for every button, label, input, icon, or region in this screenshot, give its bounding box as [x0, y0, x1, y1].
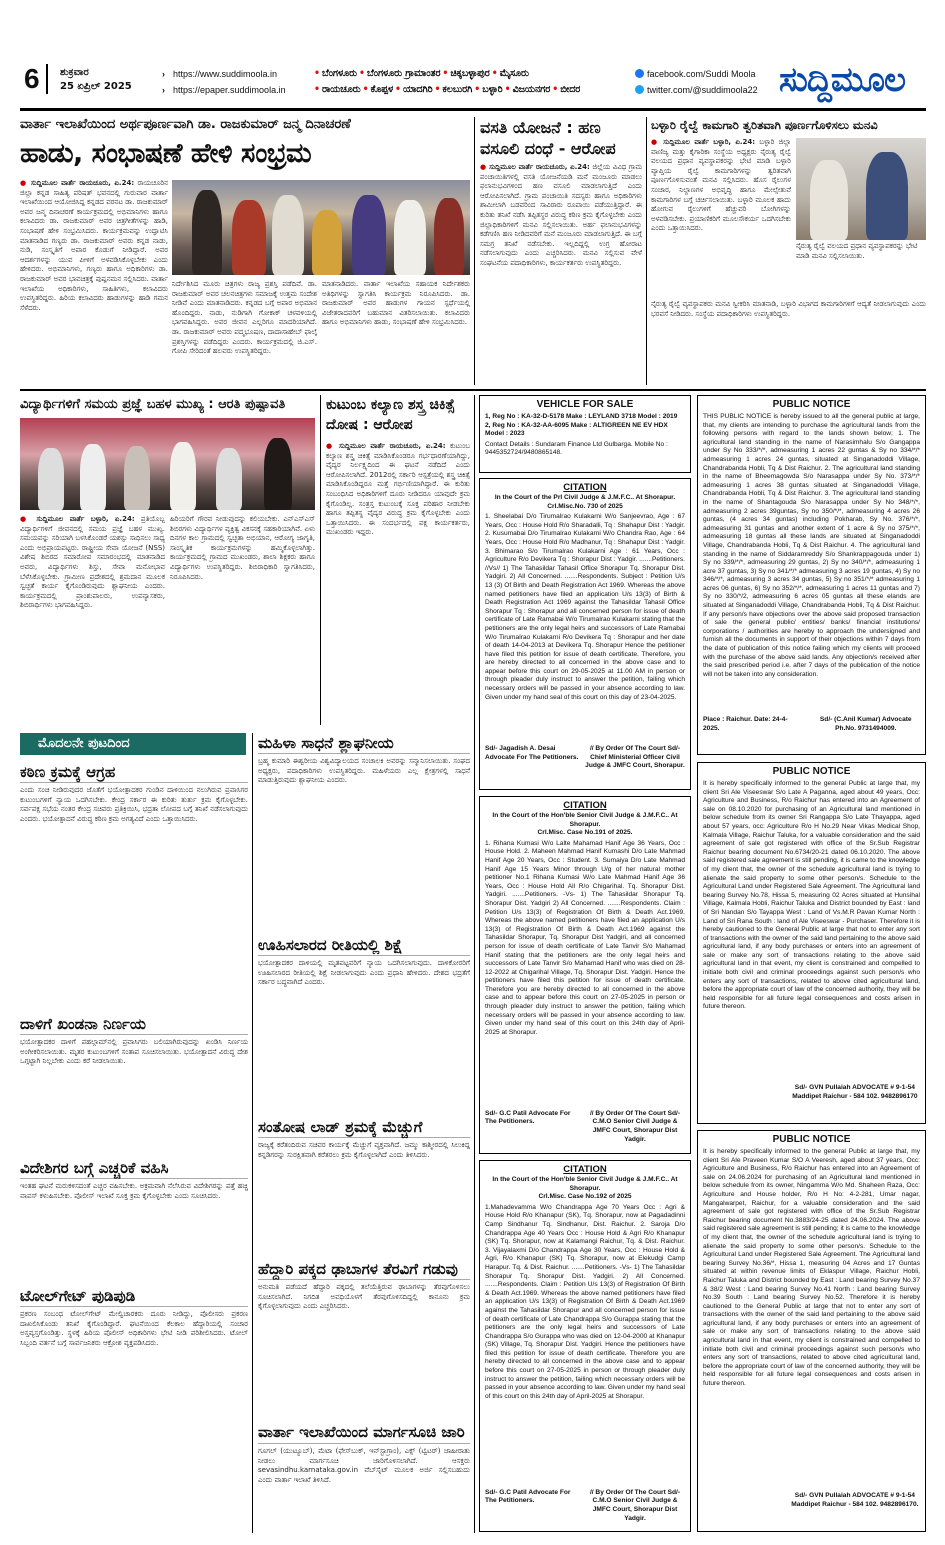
public-notice-2: PUBLIC NOTICE It is hereby specifically informed to the general Public at large that, my client Sri Ale Viseeswar S/o Late A Paganna, aged about 49 years, Occ: Agriculture and Business, R/o Raichur has entered into an Agreement of sale on 08.10.2020 for purchasing of an Agricultural land mentioned in below schedule from its owner Sri Rangappa S/o Late Thayappa, aged about 57 years, occ: Agriculture R/o H No.29 Near Vikas Medical Shop, Kalmala Village, Raichur Taluka, for a valuable consideration and the said agreement of sale got registered with office of the Sr.Sub Registrar Raichur bearing document No.6734/20-21 dated 06.10.2020. The above said registered sale agreement is still pending, it is came to the knowledge of my client that, the owner of the schedule agricultural land is trying to alienate the said property to some other person/s. Schedule to the Agricultural Land under Registered Sale Agreement. The Agricultural land bearing Survey No.78, Hissa 5, measuring 02 Acres situated at Hunsihal Village, Kalmala Hobli, Raichur Taluka and District bounded by East : land of Sri Nandan S/o Tayappa West : Land of Vs.M.R Pavan Kumar North : Land of Sri Rana South : land of Ale Viseeswar - Purchaser. Therefore it is hereby cautioned to the General Public at large that not to enter any sort of transactions with the owner of the said land pertaining to the above said agricultural land, if any body purchases or enters into an agreement of sale or make any sort of transactions relating to the above said agricultural land in that event, my client is constrained and compelled to initiate both civil and criminal proceedings against such person/s who enters any sort of transactions, related to above cited agricultural land, before the appropriate court of law of the concerned authority, they will be held responsible for all future legal consequences and costs arisen in future thereon. Sd/- GVN Pullaiah ADVOCATE # 9-1-54 Maddipet Raichur - 584 102. 9482896170: [697, 762, 926, 1124]
arrow-icon: ›: [162, 85, 165, 95]
story-students-body: ● ಸುದ್ದಿಮೂಲ ವಾರ್ತೆ ಬಳ್ಳಾರಿ, ಏ.24: ಪ್ರತಿಯೊಬ್ಬ ವಿದ್ಯಾರ್ಥಿಗಳಿಗೆ ಜೀವನದಲ್ಲಿ ಸಮಯ ಪ್ರಜ್ಞೆ ಬಹಳ ಮುಖ್ಯ. ಸಮಯವನ್ನು ಸರಿಯಾಗಿ ಬಳಸಿಕೊಂಡರೆ ಯಶಸ್ಸು ಸಾಧಿಸಲು ಸಾಧ್ಯ ಎಂದು ಅಭಿಪ್ರಾಯಪಟ್ಟರು. ರಾಷ್ಟ್ರೀಯ ಸೇವಾ ಯೋಜನೆ (NSS) ವಿಶೇಷ ಶಿಬಿರದ ಸಮಾರೋಪ ಸಮಾರಂಭದಲ್ಲಿ ಮಾತನಾಡಿದ ಅವರು, ವಿದ್ಯಾರ್ಥಿಗಳು ಶಿಸ್ತು, ಸೇವಾ ಮನೋಭಾವ ಬೆಳೆಸಿಕೊಳ್ಳಬೇಕು. ಗ್ರಾಮೀಣ ಪ್ರದೇಶದಲ್ಲಿ ಶ್ರಮದಾನ ಮೂಲಕ ಸ್ವಚ್ಛತೆ ಕಾರ್ಯ ಕೈಗೊಂಡಿರುವುದು ಶ್ಲಾಘನೀಯ ಎಂದರು. ಕಾರ್ಯಕ್ರಮದಲ್ಲಿ ಪ್ರಾಂಶುಪಾಲರು, ಉಪನ್ಯಾಸಕರು, ಶಿಬಿರಾರ್ಥಿಗಳು ಭಾಗವಹಿಸಿದ್ದರು.: [20, 515, 165, 725]
story-dateline: ● ಸುದ್ದಿಮೂಲ ವಾರ್ತೆ ರಾಯಚೂರು, ಏ.24:: [480, 163, 590, 171]
mid-story: [258, 1421, 470, 1545]
story-body: ● ಸುದ್ದಿಮೂಲ ವಾರ್ತೆ ರಾಯಚೂರು, ಏ.24: ರಾಯಚೂರಿನ ಜಿಲ್ಲಾ ಕನ್ನಡ ಸಾಹಿತ್ಯ ಪರಿಷತ್ ಭವನದಲ್ಲಿ ಗುರುವಾರ ವಾರ್ತಾ ಇಲಾಖೆಯಿಂದ ಆಯೋಜಿಸಿದ್ದ ಕನ್ನಡದ ವರನಟ ಡಾ. ರಾಜಕುಮಾರ್ ಅವರ ಜನ್ಮ ದಿನಾಚರಣೆ ಕಾರ್ಯಕ್ರಮದಲ್ಲಿ ಅಭಿಮಾನಿಗಳು ಹಾಗೂ ಕಲಾವಿದರು ಡಾ. ರಾಜಕುಮಾರ್ ಅವರ ಚಿತ್ರಗೀತೆಗಳನ್ನು ಹಾಡಿ, ಸಂಭಾಷಣೆ ಹೇಳಿ ಸಂಭ್ರಮಿಸಿದರು. ಕಾರ್ಯಕ್ರಮವನ್ನು ಉದ್ಘಾಟಿಸಿ ಮಾತನಾಡಿದ ಗಣ್ಯರು ಡಾ. ರಾಜಕುಮಾರ್ ಅವರು ಕನ್ನಡ ನಾಡು, ನುಡಿ, ಸಂಸ್ಕೃತಿಗೆ ಅಪಾರ ಕೊಡುಗೆ ನೀಡಿದ್ದಾರೆ. ಅವರ ಆದರ್ಶಗಳನ್ನು ಯುವ ಪೀಳಿಗೆ ಅಳವಡಿಸಿಕೊಳ್ಳಬೇಕು ಎಂದು ಹೇಳಿದರು. ಅಭಿಮಾನಿಗಳು, ಗಣ್ಯರು ಹಾಗೂ ಅಧಿಕಾರಿಗಳು ಡಾ. ರಾಜಕುಮಾರ್ ಅವರ ಭಾವಚಿತ್ರಕ್ಕೆ ಪುಷ್ಪನಮನ ಸಲ್ಲಿಸಿದರು. ವಾರ್ತಾ ಇಲಾಖೆಯ ಅಧಿಕಾರಿಗಳು, ಸಾಹಿತಿಗಳು, ಕಲಾವಿದರು ಉಪಸ್ಥಿತರಿದ್ದರು. ಹಿರಿಯ ಕಲಾವಿದರು ಹಾಡುಗಳನ್ನು ಹಾಡಿ ಗಮನ ಸೆಳೆದರು.: [20, 179, 168, 375]
bullet-icon: •: [359, 68, 366, 79]
story-headline: ಹಾಡು, ಸಂಭಾಷಣೆ ಹೇಳಿ ಸಂಭ್ರಮ: [20, 138, 312, 169]
page-number: 6: [24, 64, 48, 94]
city-link[interactable]: ಯಾದಗಿರಿ: [403, 84, 433, 95]
continued-text: ಇಂತಹ ಘಟನೆ ಮರುಕಳಿಸದಂತೆ ಎಚ್ಚರ ವಹಿಸಬೇಕು. ಅಕ್ರಮವಾಗಿ ನೆಲೆಸಿರುವ ವಿದೇಶಿಗರನ್ನು ಪತ್ತೆ ಹಚ್ಚಿ ವಾಪಸ್ ಕಳುಹಿಸಬೇಕು. ಪೊಲೀಸ್ ಇಲಾಖೆ ಸೂಕ್ತ ಕ್ರಮ ಕೈಗೊಳ್ಳಬೇಕು ಎಂದು ಸೂಚಿಸಿದರು.: [20, 1182, 248, 1200]
continued-column: [20, 762, 248, 1537]
header-rule: [20, 108, 926, 111]
city-link[interactable]: ಕಲಬುರಗಿ: [442, 84, 473, 95]
city-link[interactable]: ಬಳ್ಳಾರಿ: [482, 84, 503, 95]
city-link[interactable]: ಮೈಸೂರು: [499, 68, 529, 79]
mid-story-text: ಬ್ರಹ್ಮ ಕುಮಾರಿ ಈಶ್ವರೀಯ ವಿಶ್ವವಿದ್ಯಾಲಯದ ಸಂಚಾಲಕಿ ಅವರನ್ನು ಸನ್ಮಾನಿಸಲಾಯಿತು. ಸಂಘದ ಅಧ್ಯಕ್ಷರು, ಪದಾಧಿಕಾರಿಗಳು ಉಪಸ್ಥಿತರಿದ್ದರು. ಮಹಿಳೆಯರು ಎಲ್ಲ ಕ್ಷೇತ್ರಗಳಲ್ಲಿ ಸಾಧನೆ ಮಾಡುತ್ತಿರುವುದು ಶ್ಲಾಘನೀಯ ಎಂದರು.: [258, 757, 470, 785]
continued-item: [20, 1014, 248, 1150]
citation-notice-1: CITATION In the Court of the Prl Civil Judge & J.M.F.C.. At Shorapur. Crl.Misc.No. 730 of 2025 1. Sheelabai D/o Tirumalrao Kulakarni W/o Sanjeevrao, Age : 67 Years, Occ : House Hold R/o Sharadalli, Tq : Shahapur Dist : Yadgir. 2. Kusumabai D/o Tirumalrao Kulakarni W/o Chandra Rao, Age : 64 Years, Occ : House Hold R/o Madhanur, Tq : Shahapur Dist : Yadgir. 3. Bhimarao S/o Tirumalrao Kulakarni Age : 61 Years, Occ : Agriculture R/o Devikera Tq : Shorapur Dist : Yadgir. .......Petitioners. //Vs// 1) The Tahasildar Tahasil Office Shorapur Tq. Shorapur Dist. Yadgiri. 2) All Concerned. .......Respondents. Subject : Petition U/s 13 (3) Of Birth and Death Registration Act 1969. Whereas the above named petitioners have filed an application U/s 13(3) of Birth & Death Registration Act 1969 against the Tahasildar Tahasil Office Shorapur Tq : Shorapur and all concerned person for issue of death certificate of Late Ramabai W/o Tirumalrao Kulakarni stating that the petitioners are the only legal heirs and successors of Late Ramabai W/o Tirumalrao Kulakarni R/o Devikera Tq : Shorapur and her date of death 14-04-2013 at Devikera Tq. Shorapur Hence the petitioner have filed this petition for issue of death certificate. Therefore, you are hereby directed to all concerned in the above case and to appear before this court on 29-05-2025 at 11.00 AM in person or through pleader duly instruct to answer the petition, failing which necessary orders will be passed in your absence according to law. Given under my hand seal of this court on this day of 23-04-2025. Sd/- Jagadish A. Desai Advocate For The Petitioners. // By Order Of The Court Sd/- Chief Ministerial Officer Civil Judge & JMFC Court, Shorapur.: [479, 478, 691, 790]
continued-item: [20, 1286, 248, 1530]
social-links: [635, 66, 758, 98]
city-link[interactable]: ಬೀದರ: [560, 84, 581, 95]
mid-story-title: ಹೆದ್ದಾರಿ ಪಕ್ಕದ ಢಾಬಾಗಳ ತೆರವಿಗೆ ಗಡುವು: [258, 1259, 470, 1280]
story-railway-headline: ಬಳ್ಳಾರಿ ರೈಲ್ವೆ ಕಾಮಗಾರಿ ತ್ವರಿತವಾಗಿ ಪೂರ್ಣಗೊಳಿಸಲು ಮನವಿ: [651, 118, 878, 132]
continued-item: [20, 762, 248, 1006]
cities-row-1: [312, 66, 580, 82]
cities-nav: [312, 66, 580, 98]
mid-story-text: ರಾಜ್ಯಕ್ಕೆ ಕರೆತಂದಿರುವ ಸಚಿವರ ಕಾರ್ಯಕ್ಕೆ ಮೆಚ್ಚುಗೆ ವ್ಯಕ್ತವಾಗಿದೆ. ಜಮ್ಮು ಕಾಶ್ಮೀರದಲ್ಲಿ ಸಿಲುಕಿದ್ದ ಕನ್ನಡಿಗರನ್ನು ಸುರಕ್ಷಿತವಾಗಿ ಕರೆತರಲು ಕ್ರಮ ಕೈಗೊಳ್ಳಲಾಗಿದೆ ಎಂದು ತಿಳಿಸಿದರು.: [258, 1141, 470, 1159]
notice-title: PUBLIC NOTICE: [772, 399, 851, 410]
continued-text: ಭಯೋತ್ಪಾದಕರ ದಾಳಿಗೆ ಪಹಲ್ಗಾಮ್‌ನಲ್ಲಿ ಪ್ರವಾಸಿಗರು ಬಲಿಯಾಗಿರುವುದನ್ನು ಖಂಡಿಸಿ ನಿರ್ಣಯ ಅಂಗೀಕರಿಸಲಾಯಿತು. ಮೃತರ ಕುಟುಂಬಗಳಿಗೆ ಸಂತಾಪ ಸೂಚಿಸಲಾಯಿತು. ಭಯೋತ್ಪಾದನೆ ವಿರುದ್ಧ ದೇಶ ಒಗ್ಗಟ್ಟಾಗಿ ನಿಲ್ಲಬೇಕು ಎಂದು ಕರೆ ನೀಡಲಾಯಿತು.: [20, 1038, 248, 1066]
city-link[interactable]: ಚಿಕ್ಕಬಳ್ಳಾಪುರ: [450, 68, 490, 79]
bullet-icon: •: [395, 84, 402, 95]
story-kicker: ವಾರ್ತಾ ಇಲಾಖೆಯಿಂದ ಅರ್ಥಪೂರ್ಣವಾಗಿ ಡಾ. ರಾಜಕುಮಾರ್ ಜನ್ಮ ದಿನಾಚರಣೆ: [20, 117, 351, 132]
mid-story-title: ಊಹಿಸಲಾರದ ರೀತಿಯಲ್ಲಿ ಶಿಕ್ಷೆ: [258, 935, 470, 956]
mid-story-title: ಸಂತೋಷ ಲಾಡ್ ಶ್ರಮಕ್ಕೆ ಮೆಚ್ಚುಗೆ: [258, 1117, 470, 1138]
story-rajkumar: [20, 117, 470, 171]
page-header: [0, 0, 945, 112]
story-body-col3: ಮಾತನಾಡಿದರು. ವಾರ್ತಾ ಇಲಾಖೆಯ ಸಹಾಯಕ ನಿರ್ದೇಶಕರು ಅತಿಥಿಗಳನ್ನು ಸ್ವಾಗತಿಸಿ ಕಾರ್ಯಕ್ರಮ ನಿರೂಪಿಸಿದರು. ಡಾ. ರಾಜಕುಮಾರ್ ಅವರ ಹಾಡುಗಳ ಗಾಯನ ಸ್ಪರ್ಧೆಯಲ್ಲಿ ವಿಜೇತರಾದವರಿಗೆ ಬಹುಮಾನ ವಿತರಿಸಲಾಯಿತು. ಕಲಾವಿದರು ಹಾಗೂ ಅಭಿಮಾನಿಗಳು ಹಾಡು, ಸಂಭಾಷಣೆ ಹೇಳಿ ಸಂಭ್ರಮಿಸಿದರು.: [322, 280, 470, 327]
bullet-icon: •: [442, 68, 449, 79]
continued-list: [20, 762, 248, 1530]
story-housing-body: ● ಸುದ್ದಿಮೂಲ ವಾರ್ತೆ ರಾಯಚೂರು, ಏ.24: ಜಿಲ್ಲೆಯ ವಿವಿಧ ಗ್ರಾಮ ಪಂಚಾಯಿತಿಗಳಲ್ಲಿ ವಸತಿ ಯೋಜನೆಯಡಿ ಮನೆ ಮಂಜೂರು ಮಾಡಲು ಫಲಾನುಭವಿಗಳಿಂದ ಹಣ ವಸೂಲಿ ಮಾಡಲಾಗುತ್ತಿದೆ ಎಂದು ಆರೋಪಿಸಲಾಗಿದೆ. ಗ್ರಾಮ ಪಂಚಾಯಿತಿ ಸದಸ್ಯರು ಹಾಗೂ ಅಧಿಕಾರಿಗಳು ಶಾಮೀಲಾಗಿ ಬಡವರಿಂದ ಸಾವಿರಾರು ರೂಪಾಯಿ ಪಡೆಯುತ್ತಿದ್ದಾರೆ. ಈ ಕುರಿತು ತನಿಖೆ ನಡೆಸಿ ತಪ್ಪಿತಸ್ಥರ ವಿರುದ್ಧ ಕಠಿಣ ಕ್ರಮ ಕೈಗೊಳ್ಳಬೇಕು ಎಂದು ಜಿಲ್ಲಾಧಿಕಾರಿಗಳಿಗೆ ಮನವಿ ಸಲ್ಲಿಸಲಾಯಿತು. ಅರ್ಹ ಫಲಾನುಭವಿಗಳನ್ನು ಕಡೆಗಣಿಸಿ ಹಣ ನೀಡಿದವರಿಗೆ ಮನೆ ಮಂಜೂರು ಮಾಡಲಾಗುತ್ತಿದೆ. ಈ ಬಗ್ಗೆ ಸಮಗ್ರ ತನಿಖೆ ನಡೆಸಬೇಕು. ಇಲ್ಲದಿದ್ದಲ್ಲಿ ಉಗ್ರ ಹೋರಾಟ ನಡೆಸಲಾಗುವುದು ಎಂದು ಎಚ್ಚರಿಸಿದರು. ಮನವಿ ಸಲ್ಲಿಸುವ ವೇಳೆ ಸಂಘಟನೆಯ ಪದಾಧಿಕಾರಿಗಳು, ಕಾರ್ಯಕರ್ತರು ಉಪಸ್ಥಿತರಿದ್ದರು.: [480, 163, 642, 383]
railway-caption: ನೈರುತ್ಯ ರೈಲ್ವೆ ವಲಯದ ಪ್ರಧಾನ ವ್ಯವಸ್ಥಾಪಕರನ್ನು ಭೇಟಿ ಮಾಡಿ ಮನವಿ ಸಲ್ಲಿಸಲಾಯಿತು.: [796, 242, 918, 260]
city-link[interactable]: ರಾಯಚೂರು: [322, 84, 361, 95]
public-notice-1: PUBLIC NOTICE THIS PUBLIC NOTICE is hereby issued to all the general public at large, that, my clients are intending to purchase the agricultural lands from the following persons with regard to the lands shown below; 1. The agricultural land standing in the name of Narasimhalu S/o Gangappa under Sy No 333/*/*, admeasuring 1 acres 22 guntas & Sy no 334/*/* admeasuring 1 acres 24 guntas, situated at Singanadoddi Village, Chandrabanda Hobli, Tq & Dist Raichur. 2. The agricultural land standing in the name of Bheemagowda S/o Narasappa under Sy No. 373/*/* admeasuring 1 acres 38 guntas situated at Singanadoddi Village, Chandrabanda Hobli, Tq & Dist Raichur. 3. The agricultural land standing in the name of Shantagouda S/o Narasappa under Sy No 348/*/*, admeasuring 2 acres 39guntas, Sy no 350/*/*, admeasuring 4 acres 26 guntas, (4 acres 34 guntas) including Pokharab, Sy No. 376/*/*, admeasuring 31 guntas and another extent of 1 acre & Sy no 375/*/*, admeasuring 18 guntas all these lands are situated at Singanadoddi Village, Chandrabanda Hobli, Tq & Dist Raichur. 4. The agricultural land standing in the name of Siddaramreddy S/o Shankrappagouda under 1) Sy no 339/*/*, admeasuring 29 guntas, 2) Sy no 340/*/*, admeasuring 1 acre 37 guntas, 3) Sy no 341/*/* admeasuring 3 acres 19 guntas, 4) Sy no 346/*/*, admeasuring 3 acres 34 guntas, 5) Sy no 351/*/* admeasuring 1 acres 06 guntas, 6) Sy no 352/*/*, admeasuring 1 acres 11 guntas and 7) Sy no 330/*/2, admeasuring 6 acres 05 guntas all these elands are situated at Singanadoddi Village, Chandrabanda Hobli, Tq & Dist Raichur. If any person/s have objections over the above said proposed transaction of sale the general public/ entities/ banks/ financial institutions/ corporations / authorities are hereby to approach the undersigned and furnish all the documents in support of their objections within 7 days from the date of publication of this notice failing which my clients will proceed with the purchase of the above said lands. Any objection/s received after the said prescribed period i.e. after 7 days of the publication of the notice will not be taken into any consideration. Place : Raichur. Date: 24-4-2025. Sd/- (C.Anil Kumar) Advocate Ph.No. 9731494009.: [697, 395, 926, 755]
website-link[interactable]: › https://www.suddimoola.in: [162, 66, 286, 82]
cities-row-2: [312, 82, 580, 98]
bullet-icon: •: [552, 84, 559, 95]
bullet-icon: •: [504, 84, 511, 95]
column-rule: [252, 733, 253, 1533]
city-link[interactable]: ಬೆಂಗಳೂರು: [322, 68, 358, 79]
bullet-icon: •: [491, 68, 498, 79]
notice-title: CITATION: [563, 800, 607, 811]
column-rule: [474, 117, 475, 385]
citation-notice-2: CITATION In the Court of the Hon'ble Senior Civil Judge & J.M.F.C.. At Shorapur. Crl.Misc. Case No.191 of 2025. 1. Rihana Kumasi W/o Lalte Mahamad Hanif Age 36 Years, Occ : House Hold. 2. Maheen Mahmad Hanif Kumashi D/o Late Mahmad Hanif Age 20 Years, Occ : Student. 3. Sumaiya D/o Late Mahmad Hanif Age 15 Years Minor through U/g of her natural mother petitioner No.1 Rihana Kumasi W/o Late Mahmad Hanif Age 36 Years, Occ : House Hold All R/o Chigarihal. Tq. Shorapur Dist. Yadgiri. .......Petitioners. -Vs- 1) The Tahasildar Shorapur Tq. Shorapur Dist. Yadgiri 2) All Concerned. .......Respondents. Claim : Petition U/s 13(3) of Registration Of Birth & Death Act.1969. Whereas the above named petitioners have filed an application U/s 13(3) of Registration Of Birth & Death Act.1969 against the Tahasildar Shorapur, Tq. Shorapur Dist Yadgiri, and all concerned person for issue of death certificate of Late Tanvir S/o Mahamad Hanif stating that the petitioners are the only legal heirs and successors of Late Tanvir S/o Mahamad Hanif who was died on 28-12-2022 at Chigarihal Village, Tq. Shorapur Dist. Yadgiri. Hence the petitioners have filed this petition for issue of death certificate. Therefore you are hereby directed to all concerned in the above case and to appear before this court on 27-05-2025 in person or through pleader duly instruct to answer the petition, failing which necessary orders will be passed in your absence according to law. Given under my hand seal of this court on this 24th day of April-2025 at Shorapur. Sd/- G.C Patil Advocate For The Petitioners. // By Order Of The Court Sd/- C.M.O Senior Civil Judge & JMFC Court, Shorapur Dist Yadgir.: [479, 796, 691, 1154]
epaper-link[interactable]: › https://epaper.suddimoola.in: [162, 82, 286, 98]
notice-title: PUBLIC NOTICE: [772, 1134, 851, 1145]
story-dateline: ● ಸುದ್ದಿಮೂಲ ವಾರ್ತೆ ಬಳ್ಳಾರಿ, ಏ.24:: [651, 138, 755, 146]
column-rule: [320, 395, 321, 725]
mid-story-text: ಭಯೋತ್ಪಾದಕರ ದಾಳಿಯಲ್ಲಿ ಮೃತಪಟ್ಟವರಿಗೆ ನ್ಯಾಯ ಒದಗಿಸಲಾಗುವುದು. ದಾಳಿಕೋರರಿಗೆ ಊಹಿಸಲಾರದ ರೀತಿಯಲ್ಲಿ ಶಿಕ್ಷೆ ನೀಡಲಾಗುವುದು ಎಂದು ಪ್ರಧಾನಿ ಹೇಳಿದರು. ದೇಶದ ಭದ್ರತೆಗೆ ಸರ್ಕಾರ ಬದ್ಧವಾಗಿದೆ ಎಂದರು.: [258, 959, 470, 987]
mid-story: [258, 733, 470, 927]
continued-text: ಪ್ರಕರಣ ಸಂಬಂಧ ಟೋಲ್‌ಗೇಟ್ ಮೇಲ್ವಿಚಾರಕರು ದೂರು ನೀಡಿದ್ದು, ಪೊಲೀಸರು ಪ್ರಕರಣ ದಾಖಲಿಸಿಕೊಂಡು ತನಿಖೆ ಕೈಗೊಂಡಿದ್ದಾರೆ. ಘಟನೆಯಿಂದ ಕೆಲಕಾಲ ಹೆದ್ದಾರಿಯಲ್ಲಿ ಸಂಚಾರ ಅಸ್ತವ್ಯಸ್ತಗೊಂಡಿತ್ತು. ಸ್ಥಳಕ್ಕೆ ಹಿರಿಯ ಪೊಲೀಸ್ ಅಧಿಕಾರಿಗಳು ಭೇಟಿ ನೀಡಿ ಪರಿಶೀಲಿಸಿದರು. ಟೋಲ್ ಸಿಬ್ಬಂದಿ ವರ್ತನೆ ಬಗ್ಗೆ ಸಾರ್ವಜನಿಕರು ಆಕ್ರೋಶ ವ್ಯಕ್ತಪಡಿಸಿದರು.: [20, 1310, 248, 1347]
continued-title: ದಾಳಿಗೆ ಖಂಡನಾ ನಿರ್ಣಯ: [20, 1014, 248, 1035]
column-rule: [646, 117, 647, 385]
story-dateline: ● ಸುದ್ದಿಮೂಲ ವಾರ್ತೆ ಬಳ್ಳಾರಿ, ಏ.24:: [20, 515, 135, 523]
mid-story-text: ಅನುಮತಿ ಪಡೆಯದೆ ಹೆದ್ದಾರಿ ಪಕ್ಕದಲ್ಲಿ ತಲೆಯೆತ್ತಿರುವ ಢಾಬಾಗಳನ್ನು ತೆರವುಗೊಳಿಸಲು ಸೂಚಿಸಲಾಗಿದೆ. ನಿಗದಿತ ಅವಧಿಯೊಳಗೆ ತೆರವುಗೊಳಿಸದಿದ್ದಲ್ಲಿ ಕಾನೂನು ಕ್ರಮ ಕೈಗೊಳ್ಳಲಾಗುವುದು ಎಂದು ಎಚ್ಚರಿಸಿದರು.: [258, 1283, 470, 1311]
story-dateline: ● ಸುದ್ದಿಮೂಲ ವಾರ್ತೆ ರಾಯಚೂರು, ಏ.24:: [20, 179, 134, 187]
continued-item: [20, 1158, 248, 1278]
twitter-icon: [635, 85, 644, 94]
story-body-col2: ನಿರ್ದೇಶಿಸಿದ ಮೂರು ಚಿತ್ರಗಳು ರಾಜ್ಯ ಪ್ರಶಸ್ತಿ ಪಡೆದಿವೆ. ಡಾ. ರಾಜಕುಮಾರ್ ಅವರ ಚಲನಚಿತ್ರಗಳು ಸಮಾಜಕ್ಕೆ ಉತ್ತಮ ಸಂದೇಶ ನೀಡಿವೆ ಎಂದು ಮಾತನಾಡಿದರು. ಕನ್ನಡದ ಬಗ್ಗೆ ಅಪಾರ ಅಭಿಮಾನ ಹೊಂದಿದ್ದರು. ನಾಡು, ನುಡಿಗಾಗಿ ಗೋಕಾಕ್ ಚಳವಳಿಯಲ್ಲಿ ಭಾಗವಹಿಸಿದ್ದರು. ಅವರ ಜೀವನ ಎಲ್ಲರಿಗೂ ಮಾದರಿಯಾಗಿದೆ. ಡಾ. ರಾಜಕುಮಾರ್ ಅವರು ಪದ್ಮಭೂಷಣ, ದಾದಾಸಾಹೇಬ್ ಫಾಲ್ಕೆ ಪ್ರಶಸ್ತಿಗಳನ್ನು ಪಡೆದಿದ್ದರು ಎಂದರು. ಕಾರ್ಯಕ್ರಮದಲ್ಲಿ ಜಿ.ಎಸ್. ಗೋಪಿ ಸೇರಿದಂತೆ ಹಲವರು ಉಪಸ್ಥಿತರಿದ್ದರು.: [172, 280, 317, 356]
city-link[interactable]: ಬೆಂಗಳೂರು ಗ್ರಾಮಾಂತರ: [367, 68, 441, 79]
mid-list: [258, 733, 470, 1545]
story-students-headline: ವಿದ್ಯಾರ್ಥಿಗಳಿಗೆ ಸಮಯ ಪ್ರಜ್ಞೆ ಬಹಳ ಮುಖ್ಯ : ಆರತಿ ಪುಷ್ಪಾವತಿ: [20, 397, 286, 412]
twitter-link[interactable]: twitter.com/@suddimoola22: [635, 82, 758, 98]
web-links: [162, 66, 286, 98]
mid-story: [258, 1259, 470, 1413]
notice-title: VEHICLE FOR SALE: [536, 399, 634, 410]
bullet-icon: •: [314, 68, 320, 79]
continued-title: ಟೋಲ್‌ಗೇಟ್ ಪುಡಿಪುಡಿ: [20, 1286, 248, 1307]
event-photo: [172, 180, 470, 275]
story-housing-headline: ವಸತಿ ಯೋಜನೆ : ಹಣ ವಸೂಲಿ ದಂಧೆ - ಆರೋಪ: [480, 118, 616, 158]
notice-title: CITATION: [563, 1164, 607, 1175]
bullet-icon: •: [434, 84, 441, 95]
vehicle-sale-notice: VEHICLE FOR SALE 1, Reg No : KA-32-D-5178 Make : LEYLAND 3718 Model : 2019 2, Reg No : KA-32-AA-6095 Make : ALTIGREEN NE EV HDX Model : 2023 Contact Details : Sundaram Finance Ltd Gulbarga. Mobile No : 9445352724/9480865148.: [479, 395, 691, 473]
story-family-headline: ಕುಟುಂಬ ಕಲ್ಯಾಣ ಶಸ್ತ್ರ ಚಿಕಿತ್ಸೆ ದೋಷ : ಆರೋಪ: [326, 397, 455, 433]
facebook-icon: [635, 69, 644, 78]
story-students-body2: ಹಿರಿಯರಿಗೆ ಗೌರವ ನೀಡುವುದನ್ನು ಕಲಿಯಬೇಕು. ಎನ್ಎಸ್ಎಸ್ ಶಿಬಿರಗಳು ವಿದ್ಯಾರ್ಥಿಗಳ ವ್ಯಕ್ತಿತ್ವ ವಿಕಸನಕ್ಕೆ ಸಹಕಾರಿಯಾಗಿವೆ. ಏಳು ದಿನಗಳ ಕಾಲ ಗ್ರಾಮದಲ್ಲಿ ಸ್ವಚ್ಛತಾ ಅಭಿಯಾನ, ಆರೋಗ್ಯ ಜಾಗೃತಿ, ಸಾಂಸ್ಕೃತಿಕ ಕಾರ್ಯಕ್ರಮಗಳನ್ನು ಹಮ್ಮಿಕೊಳ್ಳಲಾಗಿತ್ತು. ಕಾರ್ಯಕ್ರಮದಲ್ಲಿ ಗ್ರಾಮದ ಮುಖಂಡರು, ಶಾಲಾ ಶಿಕ್ಷಕರು ಹಾಗೂ ವಿದ್ಯಾರ್ಥಿಗಳು ಉಪಸ್ಥಿತರಿದ್ದರು. ಶಿಬಿರಾಧಿಕಾರಿ ಸ್ವಾಗತಿಸಿದರು, ನಿರೂಪಿಸಿದರು.: [170, 515, 315, 581]
section-rule: [20, 389, 926, 391]
city-link[interactable]: ವಿಜಯನಗರ: [512, 84, 551, 95]
notice-title: PUBLIC NOTICE: [772, 766, 851, 777]
mid-column: [258, 733, 470, 1533]
issue-date: [60, 66, 132, 94]
bullet-icon: •: [474, 84, 481, 95]
railway-photo: [796, 138, 926, 240]
issue-day: ಶುಕ್ರವಾರ: [60, 67, 89, 78]
citation-notice-3: CITATION In the Court of the Hon'ble Senior Civil Judge & J.M.F.C.. At Shorapur. Crl.Misc. Case No.192 of 2025 1.Mahadevamma W/o Chandrappa Age 70 Years Occ : Agri & House Hold R/o Khanapur (SK), Tq. Shorapur, now at Pagadadinni Camp Sindhanur Tq. Sindhanur, Dist. Raichur. 2. Saroja D/o Chandrappa Age 40 Years Occ : House Hold & Agri R/o Khanapur (SK) Tq. Shorapur, now at Kalamangi Raichur, Tq. & Dist. Raichur. 3. Vijayalaxmi D/o Chandrappa Age 30 Years, Occ : House Hold & Agri, R/o Khanapur (SK) Tq. Shorapur, now at Elekudgi Camp Harapur. Tq. & Dist. Raichur. .......Petitioners. -Vs- 1) The Tahasildar Shorapur Tq. Shorapur Dist. Yadgiri. 2) All Concerned. .......Respondents. Claim : Petition U/s 13(3) of Registration Of Birth & Death Act.1969. Whereas the above named petitioners have filed an application U/s 13(3) of Registration Of Birth & Death Act.1969 against the Tahasildar Shorapur and all concerned person for issue of death certificate of Late Chandrappa S/o Gurappa stating that the petitioners are the only legal heirs and successors of Late Chandrappa S/o Gurappa who was died on 12-04-2000 at Khanapur (SK) Village, Tq. Shorapur Dist. Yadgiri. Hence the petitioners have filed this petition for issue of death certificate. Therefore you are hereby directed to all concerned in the above case and to appear before this court on 27-05-2025 in person or through pleader duly instruct to answer the petition, failing which necessary orders will be passed in your absence according to law. Given under my hand seal of this court on this 24th day of April-2025 at Shorapur. Sd/- G.C Patil Advocate For The Petitioners. // By Order Of The Court Sd/- C.M.O Senior Civil Judge & JMFC Court, Shorapur Dist Yadgir.: [479, 1160, 691, 1532]
mid-story-title: ಮಹಿಳಾ ಸಾಧನೆ ಶ್ಲಾಘನೀಯ: [258, 733, 470, 754]
arrow-icon: ›: [162, 69, 165, 79]
public-notice-3: PUBLIC NOTICE It is hereby specifically informed to the general Public at large that, my client Sri Ale Praveen Kumar S/O A Veeresh, aged about 37 years, Occ: Agriculture and Business, R/o Raichur has entered into an Agreement of sale on 24.06.2024 for purchasing of an Agricultural land mentioned in below schedule from its owner, Ningamma W/o Md. Shaheen Raza, Occ: Agriculture and House holder, R/o H No: 4-2-281, Umar nagar, Mangalwarpet, Raichur, for a valuable consideration and the said agreement of sale got registered with office of the Sr.Sub Registrar Raichur bearing document No.3883/24-25 dated 24.06.2024. The above said registered sale agreement is still pending; it is came to the knowledge of my client that, the owner of the schedule agricultural land is trying to alienate the said property to some other person/s. Schedule to the Agricultural Land under Registered Sale Agreement. The Agricultural land bearing Survey No.36/*, Hissa 1, measuring 04 Acres and 17 Guntas situated at within revenue limits of Eklaspur Village, Raichur Hobli, Raichur Taluka and District bounded by East : Land bearing Survey No.37 & 38/2 West : Land bearing Survey No.41 North : Land bearing Survey No.39 South : Land bearing Survey No.52. Therefore it is hereby cautioned to the General Public at large that not to enter any sort of transactions with the owner of the said land pertaining to the above said agricultural land, if any body purchases or enters into an agreement of sale or make any sort of transactions relating to the above said agricultural land in that event, my client is constrained and compelled to initiate both civil and criminal proceedings against such person/s who enters any sort of transactions, related to above cited agricultural land, before the appropriate court of law of the concerned authority, they will be held responsible for all future legal consequences and costs arisen in future thereon. Sd/- GVN Pullaiah ADVOCATE # 9-1-54 Maddipet Raichur - 584 102. 9482896170.: [697, 1130, 926, 1532]
story-railway-body: ● ಸುದ್ದಿಮೂಲ ವಾರ್ತೆ ಬಳ್ಳಾರಿ, ಏ.24: ಬಳ್ಳಾರಿ ಜಿಲ್ಲಾ ವಾಣಿಜ್ಯ ಮತ್ತು ಕೈಗಾರಿಕಾ ಸಂಸ್ಥೆಯ ಅಧ್ಯಕ್ಷರು ನೈರುತ್ಯ ರೈಲ್ವೆ ವಲಯದ ಪ್ರಧಾನ ವ್ಯವಸ್ಥಾಪಕರನ್ನು ಭೇಟಿ ಮಾಡಿ ಬಳ್ಳಾರಿ ವ್ಯಾಪ್ತಿಯ ರೈಲ್ವೆ ಕಾಮಗಾರಿಗಳನ್ನು ತ್ವರಿತವಾಗಿ ಪೂರ್ಣಗೊಳಿಸುವಂತೆ ಮನವಿ ಸಲ್ಲಿಸಿದರು. ಹೊಸ ರೈಲುಗಳ ಸಂಚಾರ, ನಿಲ್ದಾಣಗಳ ಅಭಿವೃದ್ಧಿ ಹಾಗೂ ಮೇಲ್ಸೇತುವೆ ಕಾಮಗಾರಿಗಳ ಬಗ್ಗೆ ಚರ್ಚಿಸಲಾಯಿತು. ಬಳ್ಳಾರಿ ಮೂಲಕ ಹಾದು ಹೋಗುವ ರೈಲುಗಳಿಗೆ ಹೆಚ್ಚುವರಿ ಬೋಗಿಗಳನ್ನು ಅಳವಡಿಸಬೇಕು. ಪ್ರಯಾಣಿಕರಿಗೆ ಮೂಲಸೌಕರ್ಯ ಒದಗಿಸಬೇಕು ಎಂದು ಒತ್ತಾಯಿಸಿದರು.: [651, 138, 791, 298]
mid-story-title: ವಾರ್ತಾ ಇಲಾಖೆಯಿಂದ ಮಾರ್ಗಸೂಚಿ ಜಾರಿ: [258, 1421, 470, 1444]
story-railway-body2: ನೈರುತ್ಯ ರೈಲ್ವೆ ವ್ಯವಸ್ಥಾಪಕರು ಮನವಿ ಸ್ವೀಕರಿಸಿ ಮಾತನಾಡಿ, ಬಳ್ಳಾರಿ ವಿಭಾಗದ ಕಾಮಗಾರಿಗಳಿಗೆ ಆದ್ಯತೆ ನೀಡಲಾಗುವುದು ಎಂದು ಭರವಸೆ ನೀಡಿದರು. ಸಂಸ್ಥೆಯ ಪದಾಧಿಕಾರಿಗಳು ಉಪಸ್ಥಿತರಿದ್ದರು.: [651, 300, 926, 318]
bullet-icon: •: [314, 84, 320, 95]
continued-text: ಎಂದು ಸಂಚಿ ನೀಡಿರುವುದರ ಜೊತೆಗೆ ಭಯೋತ್ಪಾದಕರ ಗುಂಡಿನ ದಾಳಿಯಿಂದ ನಲುಗಿರುವ ಪ್ರವಾಸಿಗರ ಕುಟುಂಬಗಳಿಗೆ ನ್ಯಾಯ ಒದಗಿಸಬೇಕು. ಕೇಂದ್ರ ಸರ್ಕಾರ ಈ ಕುರಿತು ತುರ್ತು ಕ್ರಮ ಕೈಗೊಳ್ಳಬೇಕು. ಸರ್ವಪಕ್ಷ ಸಭೆಯ ನಂತರ ಕೇಂದ್ರ ಸಚಿವರು ಪ್ರತಿಕ್ರಿಯಿಸಿ, ಭದ್ರತಾ ಲೋಪದ ಬಗ್ಗೆ ತನಿಖೆ ನಡೆಸಲಾಗುವುದು ಎಂದರು. ಭಯೋತ್ಪಾದನೆ ವಿರುದ್ಧ ಕಠಿಣ ಕ್ರಮ ಅಗತ್ಯವಿದೆ ಎಂದು ಒತ್ತಾಯಿಸಿದರು.: [20, 786, 248, 823]
issue-date-text: 25 ಏಪ್ರಿಲ್ 2025: [60, 81, 132, 92]
facebook-link[interactable]: facebook.com/Suddi Moola: [635, 66, 758, 82]
from-front-page-band: ಮೊದಲನೇ ಪುಟದಿಂದ: [20, 733, 246, 755]
bullet-icon: •: [362, 84, 369, 95]
story-dateline: ● ಸುದ್ದಿಮೂಲ ವಾರ್ತೆ ರಾಯಚೂರು, ಏ.24:: [326, 442, 446, 450]
story-family-body: ● ಸುದ್ದಿಮೂಲ ವಾರ್ತೆ ರಾಯಚೂರು, ಏ.24: ಕುಟುಂಬ ಕಲ್ಯಾಣ ಶಸ್ತ್ರ ಚಿಕಿತ್ಸೆ ಮಾಡಿಸಿಕೊಂಡರೂ ಗರ್ಭಧಾರಣೆಯಾಗಿದ್ದು, ವೈದ್ಯರ ನಿರ್ಲಕ್ಷ್ಯದಿಂದ ಈ ಘಟನೆ ನಡೆದಿದೆ ಎಂದು ಆರೋಪಿಸಲಾಗಿದೆ. 2012ರಲ್ಲಿ ಸರ್ಕಾರಿ ಆಸ್ಪತ್ರೆಯಲ್ಲಿ ಶಸ್ತ್ರ ಚಿಕಿತ್ಸೆ ಮಾಡಿಸಿಕೊಂಡಿದ್ದರೂ ಮತ್ತೆ ಗರ್ಭಿಣಿಯಾಗಿದ್ದಾರೆ. ಈ ಕುರಿತು ಸಂಬಂಧಿಸಿದ ಅಧಿಕಾರಿಗಳಿಗೆ ದೂರು ನೀಡಿದರೂ ಯಾವುದೇ ಕ್ರಮ ಕೈಗೊಂಡಿಲ್ಲ. ಸಂತ್ರಸ್ತ ಕುಟುಂಬಕ್ಕೆ ಸೂಕ್ತ ಪರಿಹಾರ ನೀಡಬೇಕು ಹಾಗೂ ತಪ್ಪಿತಸ್ಥ ವೈದ್ಯರ ವಿರುದ್ಧ ಕ್ರಮ ಕೈಗೊಳ್ಳಬೇಕು ಎಂದು ಒತ್ತಾಯಿಸಿದರು. ಈ ಸಂದರ್ಭದಲ್ಲಿ ಪಕ್ಷ ಕಾರ್ಯಕರ್ತರು, ಮುಖಂಡರು ಇದ್ದರು.: [326, 442, 470, 725]
notice-title: CITATION: [563, 482, 607, 493]
continued-title: ವಿದೇಶಿಗರ ಬಗ್ಗೆ ಎಚ್ಚರಿಕೆ ವಹಿಸಿ: [20, 1158, 248, 1179]
continued-title: ಕಠಿಣ ಕ್ರಮಕ್ಕೆ ಆಗ್ರಹ: [20, 762, 248, 783]
students-photo: [20, 418, 315, 510]
mid-story-text: ಗೂಗಲ್ (ಯುಟ್ಯೂಬ್), ಮೆಟಾ (ಫೇಸ್‌ಬುಕ್, ಇನ್‌ಸ್ಟಾಗ್ರಾಂ), ಎಕ್ಸ್ (ಟ್ವಿಟರ್) ಜಾಹೀರಾತು ನೀಡಲು ಮಾರ್ಗಸೂಚಿ ಜಾರಿಗೊಳಿಸಲಾಗಿದೆ. ಆಸಕ್ತರು sevasindhu.karnataka.gov.in ವೆಬ್‌ಸೈಟ್ ಮೂಲಕ ಅರ್ಜಿ ಸಲ್ಲಿಸಬಹುದು ಎಂದು ವಾರ್ತಾ ಇಲಾಖೆ ತಿಳಿಸಿದೆ.: [258, 1447, 470, 1484]
mid-story: [258, 1117, 470, 1251]
masthead-logo: ಸುದ್ದಿಮೂಲ: [779, 60, 905, 100]
mid-story: [258, 935, 470, 1109]
city-link[interactable]: ಕೊಪ್ಪಳ: [370, 84, 394, 95]
column-rule: [474, 395, 475, 1533]
